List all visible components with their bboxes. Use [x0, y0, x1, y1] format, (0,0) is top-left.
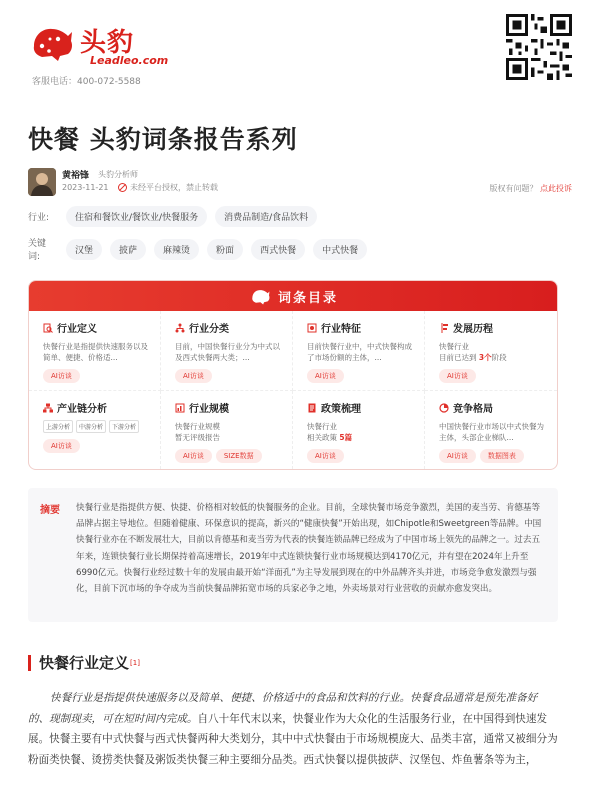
ai-interview-pill[interactable]: AI访谈 [439, 369, 476, 383]
author-name[interactable]: 黄裕锋 [62, 171, 90, 181]
catalog-item-desc: 目前快餐行业中，中式快餐构成了市场份额的主体，... [307, 342, 412, 362]
hierarchy-icon [175, 323, 185, 333]
ai-interview-pill[interactable]: AI访谈 [43, 369, 80, 383]
upstream-tag[interactable]: 上游分析 [43, 420, 73, 433]
qr-code-icon [506, 14, 572, 80]
ai-interview-pill[interactable]: AI访谈 [175, 369, 212, 383]
catalog-item-desc [175, 421, 284, 443]
desc-text: 相关政策 [307, 433, 340, 442]
industry-row [28, 206, 317, 227]
leopard-logo-icon [28, 22, 74, 62]
keyword-tag[interactable]: 中式快餐 [313, 239, 367, 260]
catalog-item-desc-line: 暂无评级报告 [175, 433, 220, 442]
copyright-report [489, 183, 572, 194]
industry-tag[interactable]: 消费品制造/食品饮料 [215, 206, 317, 227]
catalog-item-title: 行业分类 [189, 324, 229, 335]
target-icon [307, 323, 317, 333]
catalog-item-desc [439, 341, 549, 363]
ai-interview-pill[interactable]: AI访谈 [175, 449, 212, 463]
abstract-label: 摘要 [40, 505, 60, 516]
section-title: 快餐行业定义 [39, 654, 130, 672]
desc-highlight: 5篇 [339, 433, 353, 442]
ai-interview-pill[interactable]: AI访谈 [307, 449, 344, 463]
catalog-header [29, 281, 557, 311]
desc-highlight: 3个 [478, 353, 492, 362]
leadleo-logo[interactable] [28, 14, 169, 74]
catalog-panel [28, 280, 558, 470]
section-paragraph [28, 688, 558, 770]
keyword-tag[interactable]: 麻辣烫 [154, 239, 199, 260]
keyword-tag[interactable]: 西式快餐 [251, 239, 305, 260]
license-notice [118, 182, 218, 193]
publish-date: 2023-11-21 [62, 183, 109, 192]
catalog-item-definition[interactable] [29, 311, 161, 391]
keyword-tag[interactable]: 披萨 [110, 239, 146, 260]
avatar[interactable] [28, 168, 56, 196]
catalog-item-desc-line [307, 432, 416, 443]
catalog-item-desc [307, 421, 416, 443]
timeline-icon [439, 323, 449, 333]
prohibited-icon [118, 183, 127, 192]
ai-interview-pill[interactable]: AI访谈 [307, 369, 344, 383]
catalog-item-chain[interactable] [29, 391, 161, 469]
reference-marker[interactable]: [1] [130, 658, 140, 667]
policy-icon [307, 403, 317, 413]
data-chart-pill[interactable]: 数据图表 [480, 449, 524, 463]
pie-icon [439, 403, 449, 413]
catalog-item-features[interactable] [293, 311, 425, 391]
catalog-item-desc-line: 快餐行业规模 [175, 422, 220, 431]
catalog-item-desc: 目前，中国快餐行业分为中式以及西式快餐两大类；... [175, 342, 280, 362]
catalog-item-history[interactable] [425, 311, 557, 391]
ai-interview-pill[interactable]: AI访谈 [439, 449, 476, 463]
abstract-text: 快餐行业是指提供方便、快捷、价格相对较低的快餐服务的企业。目前，全球快餐市场竞争激烈，美国的麦当劳、肯德基等品牌占据主导地位。但随着健康、环保意识的提高，新兴的“健康快餐”开始出现，如Chipotle和Sweetgreen等品牌。中国快餐行业亦在不断发展壮大，目前以肯德基和麦当劳为代表的快餐连锁品牌已经成为了中国市场上领先的品牌之一。过去五年来，连锁快餐行业长期保持着高速增长，2019年中式连锁快餐行业市场规模达到4170亿元，并有望在2024年上升至6990亿元。快餐行业经过数十年的发展由最开始“洋面孔”为主导发展到现在的中外品牌齐头并进，市场竞争愈发激烈与强化，目前下沉市场的争夺成为当前快餐品牌拓宽市场的兵家必争之地，外卖场景对行业营收的贡献亦愈发突出。 [76, 503, 542, 595]
catalog-item-policy[interactable] [293, 391, 425, 469]
keyword-label: 关键词: [28, 239, 47, 262]
downstream-tag[interactable]: 下游分析 [109, 420, 139, 433]
section-heading [28, 652, 140, 673]
catalog-item-title: 竞争格局 [453, 404, 493, 415]
report-prompt: 版权有问题？ [489, 184, 538, 193]
report-link[interactable]: 点此投诉 [540, 184, 572, 193]
catalog-item-title: 行业规模 [189, 404, 229, 415]
paragraph-text: 自八十年代末以来，快餐业作为大众化的生活服务行业，在中国得到快速发展。快餐主要有中式快餐与西式快餐两种大类划分，其中中式快餐由于市场规模庞大、品类丰富，通常又被细分为粉面类快餐、烫捞类快餐及粥饭类快餐三种主要细分品类。西式快餐以提供披萨、汉堡包、炸鱼薯条等为主， [28, 712, 558, 766]
industry-tag[interactable]: 住宿和餐饮业/餐饮业/快餐服务 [66, 206, 207, 227]
brand-name: 头豹 [80, 28, 135, 58]
author-role: 头豹分析师 [98, 170, 138, 179]
hotline: 客服电话：400-072-5588 [32, 77, 141, 87]
midstream-tag[interactable]: 中游分析 [76, 420, 106, 433]
author-bar [28, 166, 572, 196]
search-doc-icon [43, 323, 53, 333]
catalog-item-desc-line: 快餐行业 [439, 342, 469, 351]
catalog-item-title: 行业定义 [57, 324, 97, 335]
page-header [28, 14, 572, 90]
catalog-item-title: 产业链分析 [57, 404, 107, 415]
industry-label: 行业: [28, 213, 50, 223]
catalog-item-title: 政策梳理 [321, 404, 361, 415]
section-accent-bar [28, 655, 31, 671]
catalog-item-scale[interactable] [161, 391, 293, 469]
catalog-item-desc: 中国快餐行业市场以中式快餐为主体，头部企业梯队... [439, 422, 544, 442]
keyword-tag[interactable]: 汉堡 [66, 239, 102, 260]
brand-domain: Leadleo.com [90, 54, 169, 67]
catalog-item-classification[interactable] [161, 311, 293, 391]
size-data-pill[interactable]: SIZE数据 [216, 449, 262, 463]
catalog-item-title: 发展历程 [453, 324, 493, 335]
keyword-row [28, 236, 367, 262]
desc-text: 阶段 [491, 353, 507, 362]
catalog-item-desc-line: 快餐行业 [307, 422, 337, 431]
desc-text: 目前已达到 [439, 353, 479, 362]
license-text: 未经平台授权，禁止转载 [130, 183, 218, 192]
abstract-box [28, 488, 558, 622]
catalog-title: 词条目录 [277, 290, 338, 306]
paragraph-italic-lead: 快餐行业是指提供快速服务以及简单、便捷、价格适中的食品和饮料的行业。快餐食品通常是预先准备好的、现制现卖，可在短时间内完成。 [28, 692, 538, 725]
keyword-tag[interactable]: 粉面 [207, 239, 243, 260]
catalog-item-competition[interactable] [425, 391, 557, 469]
chain-icon [43, 403, 53, 413]
bar-chart-icon [175, 403, 185, 413]
catalog-item-desc-line [439, 352, 549, 363]
leopard-logo-icon [248, 287, 272, 305]
page-title: 快餐 头豹词条报告系列 [28, 125, 298, 154]
ai-interview-pill[interactable]: AI访谈 [43, 439, 80, 453]
catalog-item-title: 行业特征 [321, 324, 361, 335]
catalog-item-desc: 快餐行业是指提供快速服务以及简单、便捷、价格适... [43, 342, 148, 362]
